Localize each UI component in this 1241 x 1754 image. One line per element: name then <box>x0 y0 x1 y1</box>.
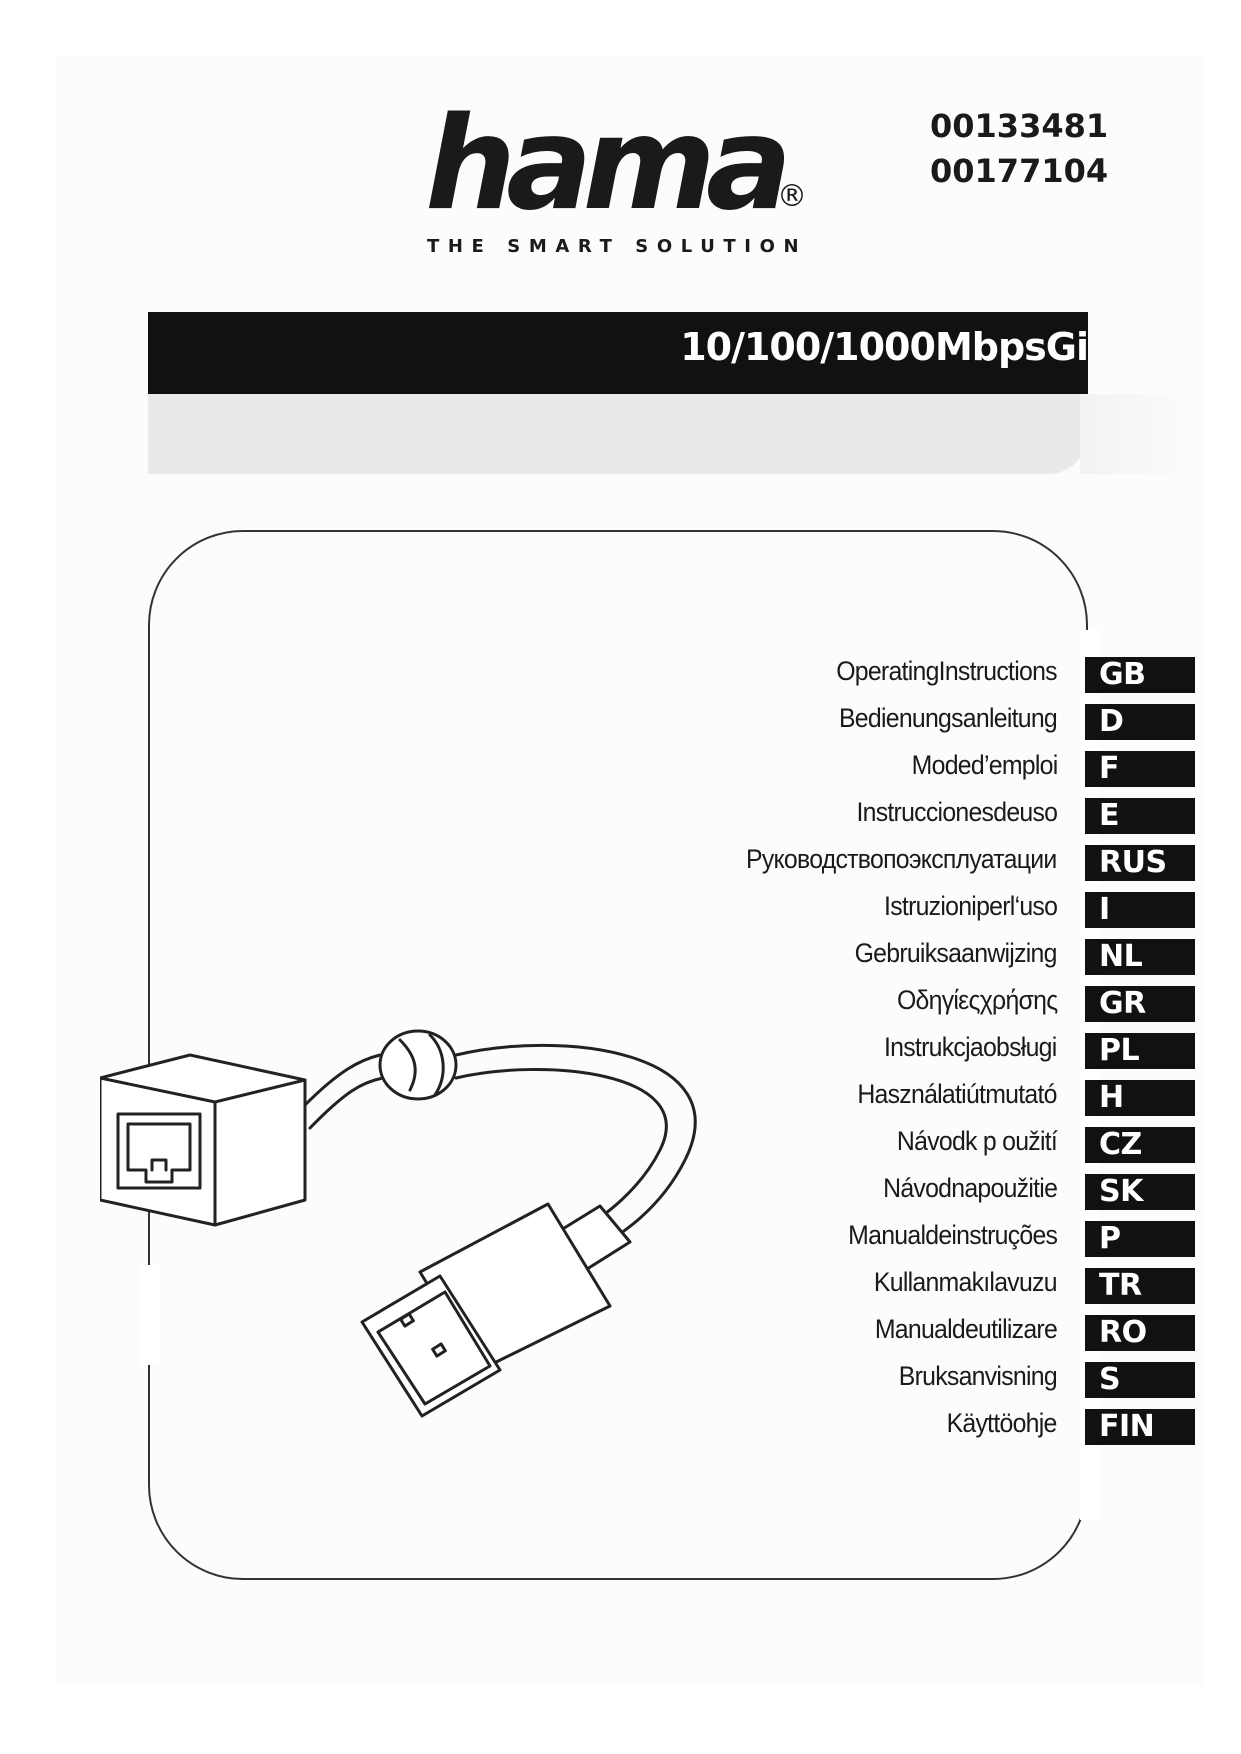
cable-segment <box>310 1078 383 1128</box>
language-code-tab: E <box>1085 798 1195 834</box>
list-item <box>600 838 1200 885</box>
subtitle-band-fade <box>1080 394 1195 474</box>
language-label: Instruccionesdeuso <box>856 797 1057 827</box>
language-label: Návodk p oužití <box>896 1126 1057 1156</box>
article-numbers <box>930 104 1108 194</box>
language-label: Bruksanvisning <box>898 1361 1057 1391</box>
language-label: Návodnapoužitie <box>882 1173 1057 1203</box>
language-code-tab: FIN <box>1085 1409 1195 1445</box>
hama-logo-wordmark <box>425 88 855 239</box>
list-item <box>600 979 1200 1026</box>
list-item <box>600 1026 1200 1073</box>
language-label: Istruzioniperl‘uso <box>883 891 1057 921</box>
language-code-tab: CZ <box>1085 1127 1195 1163</box>
language-code-tab: I <box>1085 892 1195 928</box>
list-item <box>600 1167 1200 1214</box>
language-label: Használatiútmutató <box>857 1079 1057 1109</box>
article-number: 00177104 <box>930 152 1109 190</box>
registered-mark: ® <box>777 179 807 214</box>
rj45-block <box>100 1055 305 1225</box>
subtitle-band <box>148 394 1088 474</box>
language-label: Gebruiksaanwijzing <box>854 938 1057 968</box>
language-code-tab: SK <box>1085 1174 1195 1210</box>
language-label: Οδηγίεςχρήσης <box>896 985 1057 1015</box>
list-item <box>600 744 1200 791</box>
language-code-tab: TR <box>1085 1268 1195 1304</box>
language-label: Manualdeinstruções <box>847 1220 1057 1250</box>
hama-logo <box>425 88 855 239</box>
language-label: Käyttöohje <box>946 1408 1057 1438</box>
list-item <box>600 1120 1200 1167</box>
language-code-tab: NL <box>1085 939 1195 975</box>
logo-text: hama <box>425 90 783 239</box>
language-code-tab: PL <box>1085 1033 1195 1069</box>
language-code-tab: P <box>1085 1221 1195 1257</box>
language-label: Moded’emploi <box>911 750 1057 780</box>
list-item <box>600 1355 1200 1402</box>
list-item <box>600 650 1200 697</box>
list-item <box>600 1308 1200 1355</box>
language-code-tab: GR <box>1085 986 1195 1022</box>
language-code-tab: D <box>1085 704 1195 740</box>
list-item <box>600 885 1200 932</box>
language-label: Kullanmakılavuzu <box>874 1267 1057 1297</box>
language-code-tab: RUS <box>1085 845 1195 881</box>
list-item <box>600 697 1200 744</box>
list-item <box>600 791 1200 838</box>
list-item <box>600 932 1200 979</box>
list-item <box>600 1402 1200 1449</box>
list-item <box>600 1214 1200 1261</box>
language-list <box>600 650 1200 1449</box>
language-code-tab: S <box>1085 1362 1195 1398</box>
language-label: OperatingInstructions <box>836 656 1057 686</box>
title-band <box>148 312 1088 394</box>
list-item <box>600 1073 1200 1120</box>
product-title: 10/100/1000MbpsGi <box>680 325 1088 369</box>
language-code-tab: F <box>1085 751 1195 787</box>
list-item <box>600 1261 1200 1308</box>
language-code-tab: GB <box>1085 657 1195 693</box>
language-label: Instrukcjaobsługi <box>884 1032 1057 1062</box>
language-code-tab: RO <box>1085 1315 1195 1351</box>
language-label: Руководствопоэксплуатации <box>746 844 1057 874</box>
language-label: Manualdeutilizare <box>874 1314 1057 1344</box>
article-number: 00133481 <box>930 107 1109 145</box>
brand-tagline: THE SMART SOLUTION <box>427 236 808 257</box>
language-code-tab: H <box>1085 1080 1195 1116</box>
language-label: Bedienungsanleitung <box>838 703 1057 733</box>
